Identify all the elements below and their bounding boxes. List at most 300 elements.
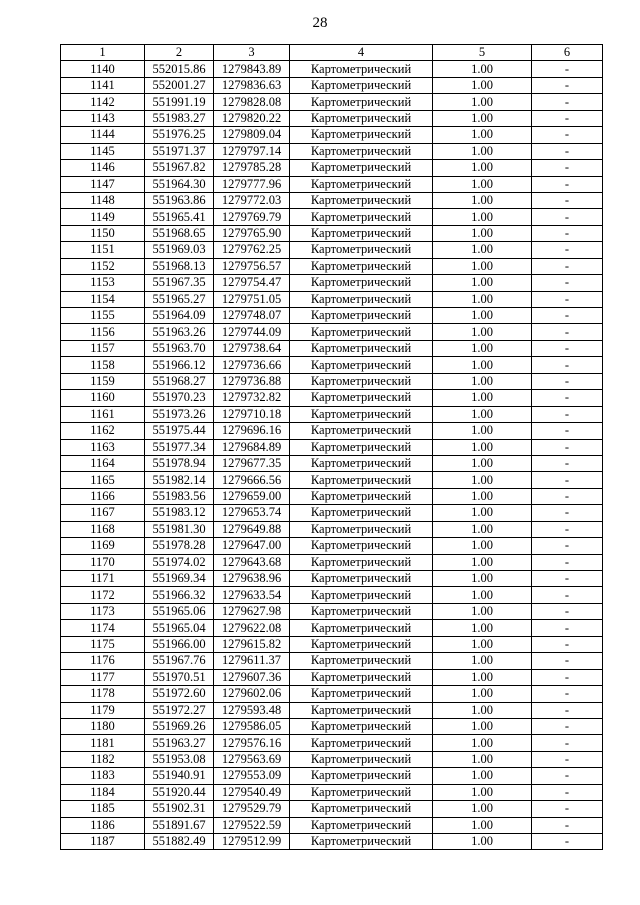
point-number-cell: 1179 [61,702,145,718]
point-number-cell: 1144 [61,127,145,143]
y-coordinate-cell: 1279611.37 [214,653,290,669]
x-coordinate-cell: 551966.32 [145,587,214,603]
accuracy-cell: 1.00 [433,209,532,225]
table-row [61,718,603,734]
y-coordinate-cell: 1279512.99 [214,834,290,850]
x-coordinate-cell: 551963.70 [145,340,214,356]
y-coordinate-cell: 1279769.79 [214,209,290,225]
accuracy-cell: 1.00 [433,94,532,110]
description-cell: - [532,702,603,718]
table-row [61,225,603,241]
table-row [61,242,603,258]
y-coordinate-cell: 1279696.16 [214,423,290,439]
accuracy-cell: 1.00 [433,275,532,291]
accuracy-cell: 1.00 [433,620,532,636]
method-cell: Картометрический [290,505,433,521]
x-coordinate-cell: 551965.04 [145,620,214,636]
y-coordinate-cell: 1279785.28 [214,160,290,176]
y-coordinate-cell: 1279576.16 [214,735,290,751]
table-row [61,669,603,685]
x-coordinate-cell: 551968.13 [145,258,214,274]
accuracy-cell: 1.00 [433,324,532,340]
x-coordinate-cell: 551963.26 [145,324,214,340]
description-cell: - [532,603,603,619]
y-coordinate-cell: 1279809.04 [214,127,290,143]
method-cell: Картометрический [290,834,433,850]
y-coordinate-cell: 1279765.90 [214,225,290,241]
x-coordinate-cell: 551974.02 [145,554,214,570]
header-row [61,45,603,61]
accuracy-cell: 1.00 [433,702,532,718]
accuracy-cell: 1.00 [433,192,532,208]
description-cell: - [532,324,603,340]
x-coordinate-cell: 551964.30 [145,176,214,192]
point-number-cell: 1159 [61,373,145,389]
y-coordinate-cell: 1279647.00 [214,538,290,554]
accuracy-cell: 1.00 [433,143,532,159]
accuracy-cell: 1.00 [433,373,532,389]
point-number-cell: 1151 [61,242,145,258]
point-number-cell: 1142 [61,94,145,110]
point-number-cell: 1172 [61,587,145,603]
method-cell: Картометрический [290,258,433,274]
x-coordinate-cell: 551975.44 [145,423,214,439]
description-cell: - [532,455,603,471]
table-row [61,686,603,702]
accuracy-cell: 1.00 [433,735,532,751]
point-number-cell: 1181 [61,735,145,751]
x-coordinate-cell: 551968.27 [145,373,214,389]
x-coordinate-cell: 551970.51 [145,669,214,685]
description-cell: - [532,768,603,784]
description-cell: - [532,209,603,225]
accuracy-cell: 1.00 [433,258,532,274]
x-coordinate-cell: 551966.12 [145,357,214,373]
accuracy-cell: 1.00 [433,127,532,143]
method-cell: Картометрический [290,554,433,570]
y-coordinate-cell: 1279772.03 [214,192,290,208]
x-coordinate-cell: 551973.26 [145,406,214,422]
x-coordinate-cell: 551969.26 [145,718,214,734]
table-row [61,751,603,767]
table-row [61,735,603,751]
method-cell: Картометрический [290,521,433,537]
table-row [61,587,603,603]
y-coordinate-cell: 1279615.82 [214,636,290,652]
method-cell: Картометрический [290,143,433,159]
point-number-cell: 1173 [61,603,145,619]
method-cell: Картометрический [290,801,433,817]
table-row [61,308,603,324]
y-coordinate-cell: 1279633.54 [214,587,290,603]
description-cell: - [532,521,603,537]
point-number-cell: 1167 [61,505,145,521]
table-row [61,192,603,208]
x-coordinate-cell: 551967.82 [145,160,214,176]
header-cell-2: 2 [145,45,214,61]
x-coordinate-cell: 551978.28 [145,538,214,554]
method-cell: Картометрический [290,275,433,291]
y-coordinate-cell: 1279736.66 [214,357,290,373]
method-cell: Картометрический [290,423,433,439]
description-cell: - [532,127,603,143]
method-cell: Картометрический [290,94,433,110]
accuracy-cell: 1.00 [433,455,532,471]
table-row [61,784,603,800]
method-cell: Картометрический [290,669,433,685]
header-cell-4: 4 [290,45,433,61]
description-cell: - [532,308,603,324]
method-cell: Картометрический [290,406,433,422]
point-number-cell: 1185 [61,801,145,817]
point-number-cell: 1154 [61,291,145,307]
table-row [61,110,603,126]
description-cell: - [532,225,603,241]
accuracy-cell: 1.00 [433,653,532,669]
accuracy-cell: 1.00 [433,340,532,356]
description-cell: - [532,77,603,93]
y-coordinate-cell: 1279622.08 [214,620,290,636]
description-cell: - [532,176,603,192]
method-cell: Картометрический [290,817,433,833]
point-number-cell: 1149 [61,209,145,225]
accuracy-cell: 1.00 [433,77,532,93]
description-cell: - [532,406,603,422]
description-cell: - [532,669,603,685]
description-cell: - [532,801,603,817]
table-row [61,653,603,669]
table-row [61,455,603,471]
table-row [61,390,603,406]
accuracy-cell: 1.00 [433,160,532,176]
accuracy-cell: 1.00 [433,439,532,455]
method-cell: Картометрический [290,373,433,389]
accuracy-cell: 1.00 [433,801,532,817]
table-row [61,373,603,389]
y-coordinate-cell: 1279684.89 [214,439,290,455]
accuracy-cell: 1.00 [433,554,532,570]
table-row [61,160,603,176]
method-cell: Картометрический [290,686,433,702]
point-number-cell: 1182 [61,751,145,767]
x-coordinate-cell: 551963.86 [145,192,214,208]
method-cell: Картометрический [290,357,433,373]
table-row [61,768,603,784]
x-coordinate-cell: 551983.12 [145,505,214,521]
y-coordinate-cell: 1279593.48 [214,702,290,718]
accuracy-cell: 1.00 [433,176,532,192]
method-cell: Картометрический [290,455,433,471]
table-row [61,636,603,652]
description-cell: - [532,686,603,702]
point-number-cell: 1161 [61,406,145,422]
x-coordinate-cell: 551968.65 [145,225,214,241]
description-cell: - [532,636,603,652]
y-coordinate-cell: 1279736.88 [214,373,290,389]
description-cell: - [532,291,603,307]
accuracy-cell: 1.00 [433,817,532,833]
description-cell: - [532,587,603,603]
accuracy-cell: 1.00 [433,571,532,587]
y-coordinate-cell: 1279677.35 [214,455,290,471]
y-coordinate-cell: 1279797.14 [214,143,290,159]
y-coordinate-cell: 1279638.96 [214,571,290,587]
accuracy-cell: 1.00 [433,521,532,537]
accuracy-cell: 1.00 [433,242,532,258]
point-number-cell: 1160 [61,390,145,406]
method-cell: Картометрический [290,340,433,356]
x-coordinate-cell: 551983.27 [145,110,214,126]
table-row [61,357,603,373]
point-number-cell: 1168 [61,521,145,537]
table-row [61,571,603,587]
accuracy-cell: 1.00 [433,636,532,652]
x-coordinate-cell: 551967.76 [145,653,214,669]
description-cell: - [532,110,603,126]
x-coordinate-cell: 551969.34 [145,571,214,587]
x-coordinate-cell: 551991.19 [145,94,214,110]
description-cell: - [532,160,603,176]
point-number-cell: 1176 [61,653,145,669]
description-cell: - [532,390,603,406]
y-coordinate-cell: 1279738.64 [214,340,290,356]
accuracy-cell: 1.00 [433,406,532,422]
table-row [61,340,603,356]
point-number-cell: 1187 [61,834,145,850]
accuracy-cell: 1.00 [433,390,532,406]
point-number-cell: 1143 [61,110,145,126]
table-row [61,505,603,521]
accuracy-cell: 1.00 [433,784,532,800]
description-cell: - [532,817,603,833]
description-cell: - [532,784,603,800]
header-cell-5: 5 [433,45,532,61]
x-coordinate-cell: 551982.14 [145,472,214,488]
accuracy-cell: 1.00 [433,357,532,373]
x-coordinate-cell: 552001.27 [145,77,214,93]
point-number-cell: 1158 [61,357,145,373]
accuracy-cell: 1.00 [433,225,532,241]
table-row [61,423,603,439]
accuracy-cell: 1.00 [433,686,532,702]
method-cell: Картометрический [290,538,433,554]
x-coordinate-cell: 551953.08 [145,751,214,767]
y-coordinate-cell: 1279563.69 [214,751,290,767]
y-coordinate-cell: 1279756.57 [214,258,290,274]
x-coordinate-cell: 551970.23 [145,390,214,406]
x-coordinate-cell: 551965.41 [145,209,214,225]
y-coordinate-cell: 1279748.07 [214,308,290,324]
x-coordinate-cell: 551920.44 [145,784,214,800]
x-coordinate-cell: 551971.37 [145,143,214,159]
point-number-cell: 1150 [61,225,145,241]
method-cell: Картометрический [290,751,433,767]
x-coordinate-cell: 551964.09 [145,308,214,324]
table-row [61,127,603,143]
point-number-cell: 1175 [61,636,145,652]
method-cell: Картометрический [290,620,433,636]
y-coordinate-cell: 1279828.08 [214,94,290,110]
coordinates-table [60,44,603,850]
point-number-cell: 1157 [61,340,145,356]
method-cell: Картометрический [290,176,433,192]
table-row [61,258,603,274]
table-row [61,521,603,537]
accuracy-cell: 1.00 [433,110,532,126]
table-row [61,406,603,422]
description-cell: - [532,94,603,110]
method-cell: Картометрический [290,77,433,93]
point-number-cell: 1169 [61,538,145,554]
x-coordinate-cell: 551981.30 [145,521,214,537]
y-coordinate-cell: 1279777.96 [214,176,290,192]
description-cell: - [532,357,603,373]
point-number-cell: 1147 [61,176,145,192]
method-cell: Картометрический [290,768,433,784]
y-coordinate-cell: 1279843.89 [214,61,290,77]
x-coordinate-cell: 551976.25 [145,127,214,143]
method-cell: Картометрический [290,718,433,734]
description-cell: - [532,505,603,521]
y-coordinate-cell: 1279540.49 [214,784,290,800]
y-coordinate-cell: 1279649.88 [214,521,290,537]
description-cell: - [532,340,603,356]
description-cell: - [532,275,603,291]
y-coordinate-cell: 1279653.74 [214,505,290,521]
table-row [61,209,603,225]
description-cell: - [532,735,603,751]
x-coordinate-cell: 551965.27 [145,291,214,307]
point-number-cell: 1141 [61,77,145,93]
accuracy-cell: 1.00 [433,603,532,619]
description-cell: - [532,192,603,208]
method-cell: Картометрический [290,636,433,652]
method-cell: Картометрический [290,653,433,669]
point-number-cell: 1171 [61,571,145,587]
method-cell: Картометрический [290,587,433,603]
description-cell: - [532,439,603,455]
accuracy-cell: 1.00 [433,587,532,603]
method-cell: Картометрический [290,324,433,340]
table-header [61,45,603,61]
description-cell: - [532,258,603,274]
table-row [61,176,603,192]
point-number-cell: 1186 [61,817,145,833]
description-cell: - [532,653,603,669]
point-number-cell: 1183 [61,768,145,784]
method-cell: Картометрический [290,209,433,225]
point-number-cell: 1174 [61,620,145,636]
point-number-cell: 1180 [61,718,145,734]
table-row [61,143,603,159]
point-number-cell: 1170 [61,554,145,570]
table-row [61,538,603,554]
accuracy-cell: 1.00 [433,718,532,734]
point-number-cell: 1152 [61,258,145,274]
table-row [61,817,603,833]
y-coordinate-cell: 1279553.09 [214,768,290,784]
table-row [61,77,603,93]
accuracy-cell: 1.00 [433,751,532,767]
method-cell: Картометрический [290,488,433,504]
y-coordinate-cell: 1279607.36 [214,669,290,685]
method-cell: Картометрический [290,472,433,488]
x-coordinate-cell: 552015.86 [145,61,214,77]
table-row [61,324,603,340]
description-cell: - [532,61,603,77]
description-cell: - [532,488,603,504]
y-coordinate-cell: 1279710.18 [214,406,290,422]
y-coordinate-cell: 1279659.00 [214,488,290,504]
table-row [61,472,603,488]
table-row [61,61,603,77]
y-coordinate-cell: 1279666.56 [214,472,290,488]
y-coordinate-cell: 1279602.06 [214,686,290,702]
x-coordinate-cell: 551972.60 [145,686,214,702]
accuracy-cell: 1.00 [433,538,532,554]
accuracy-cell: 1.00 [433,423,532,439]
method-cell: Картометрический [290,390,433,406]
table-row [61,801,603,817]
method-cell: Картометрический [290,160,433,176]
accuracy-cell: 1.00 [433,472,532,488]
method-cell: Картометрический [290,61,433,77]
x-coordinate-cell: 551969.03 [145,242,214,258]
table-row [61,702,603,718]
method-cell: Картометрический [290,225,433,241]
x-coordinate-cell: 551977.34 [145,439,214,455]
accuracy-cell: 1.00 [433,505,532,521]
y-coordinate-cell: 1279522.59 [214,817,290,833]
y-coordinate-cell: 1279529.79 [214,801,290,817]
header-cell-1: 1 [61,45,145,61]
table-row [61,291,603,307]
header-cell-3: 3 [214,45,290,61]
point-number-cell: 1165 [61,472,145,488]
x-coordinate-cell: 551965.06 [145,603,214,619]
method-cell: Картометрический [290,784,433,800]
accuracy-cell: 1.00 [433,768,532,784]
x-coordinate-cell: 551983.56 [145,488,214,504]
accuracy-cell: 1.00 [433,488,532,504]
y-coordinate-cell: 1279820.22 [214,110,290,126]
method-cell: Картометрический [290,439,433,455]
point-number-cell: 1163 [61,439,145,455]
point-number-cell: 1164 [61,455,145,471]
method-cell: Картометрический [290,242,433,258]
y-coordinate-cell: 1279586.05 [214,718,290,734]
method-cell: Картометрический [290,291,433,307]
x-coordinate-cell: 551966.00 [145,636,214,652]
point-number-cell: 1148 [61,192,145,208]
accuracy-cell: 1.00 [433,291,532,307]
method-cell: Картометрический [290,110,433,126]
point-number-cell: 1155 [61,308,145,324]
table-body [61,61,603,850]
y-coordinate-cell: 1279732.82 [214,390,290,406]
method-cell: Картометрический [290,192,433,208]
x-coordinate-cell: 551882.49 [145,834,214,850]
point-number-cell: 1177 [61,669,145,685]
y-coordinate-cell: 1279751.05 [214,291,290,307]
point-number-cell: 1153 [61,275,145,291]
accuracy-cell: 1.00 [433,308,532,324]
description-cell: - [532,571,603,587]
description-cell: - [532,718,603,734]
point-number-cell: 1162 [61,423,145,439]
x-coordinate-cell: 551902.31 [145,801,214,817]
accuracy-cell: 1.00 [433,61,532,77]
